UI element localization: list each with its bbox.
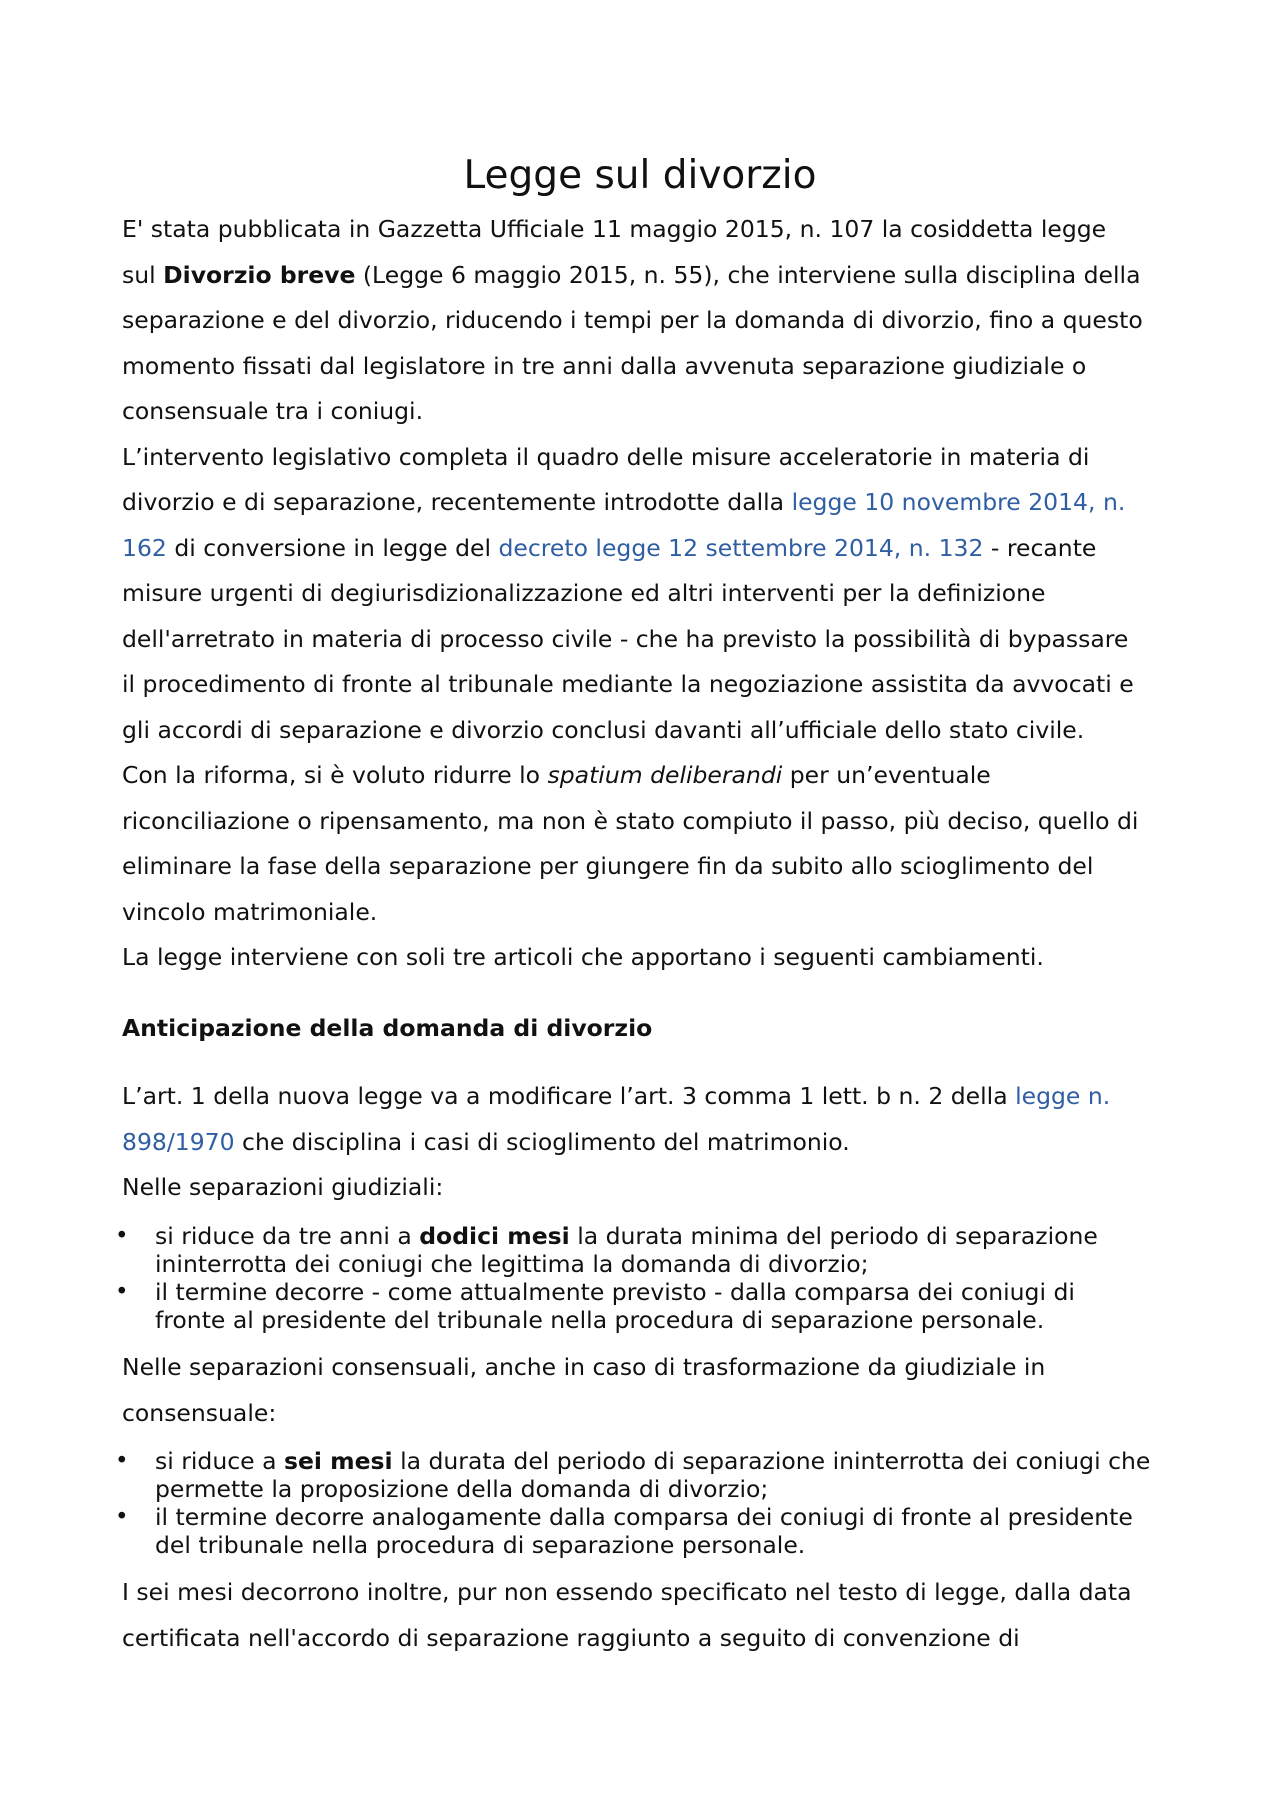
text-line bbox=[122, 480, 1182, 526]
text-span: (Legge 6 maggio 2015, n. 55), che interviene sulla disciplina della bbox=[355, 260, 1141, 289]
bullet-icon: • bbox=[115, 1504, 129, 1530]
text-line: dell'arretrato in materia di processo civile - che ha previsto la possibilità di bypassare bbox=[122, 624, 1129, 653]
text-span: la durata del periodo di separazione ininterrotta dei coniugi che bbox=[392, 1447, 1151, 1475]
text-line: riconciliazione o ripensamento, ma non è stato compiuto il passo, più deciso, quello di bbox=[122, 806, 1139, 835]
document-title: Legge sul divorzio bbox=[463, 153, 817, 198]
text-span: sul bbox=[122, 260, 164, 289]
list-item bbox=[115, 1222, 1185, 1278]
article-paragraph bbox=[122, 1074, 1182, 1211]
text-line: vincolo matrimoniale. bbox=[122, 897, 378, 926]
text-line: misure urgenti di degiurisdizionalizzazione ed altri interventi per la definizione bbox=[122, 579, 1046, 607]
bold-term: dodici mesi bbox=[419, 1222, 570, 1250]
text-span: il termine decorre - come attualmente previsto - dalla comparsa dei coniugi di bbox=[155, 1278, 1075, 1306]
closing-paragraph bbox=[122, 1570, 1182, 1661]
list-item bbox=[115, 1503, 1185, 1559]
text-span: che disciplina i casi di scioglimento del matrimonio. bbox=[234, 1127, 850, 1156]
text-line: gli accordi di separazione e divorzio conclusi davanti all’ufficiale dello stato civile. bbox=[122, 715, 1085, 744]
text-span: si riduce a bbox=[155, 1447, 284, 1475]
text-line bbox=[122, 1074, 1182, 1120]
text-span: - recante bbox=[983, 533, 1097, 562]
text-span: Con la riforma, si è voluto ridurre lo bbox=[122, 761, 548, 789]
text-span: divorzio e di separazione, recentemente introdotte dalla bbox=[122, 488, 792, 516]
judicial-separation-list bbox=[115, 1222, 1185, 1334]
bold-term: Divorzio breve bbox=[163, 260, 356, 289]
law-link-2014-number[interactable]: 162 bbox=[122, 533, 167, 562]
text-line: eliminare la fase della separazione per giungere fin da subito allo scioglimento del bbox=[122, 852, 1094, 880]
italic-term: spatium deliberandi bbox=[547, 761, 783, 789]
bullet-icon: • bbox=[115, 1448, 129, 1474]
list-item bbox=[115, 1278, 1185, 1334]
text-line: momento fissati dal legislatore in tre anni dalla avvenuta separazione giudiziale o bbox=[122, 351, 1087, 380]
text-span: del tribunale nella procedura di separazione personale. bbox=[155, 1531, 806, 1559]
law-898-link[interactable]: legge n. bbox=[1015, 1082, 1111, 1110]
text-span: di conversione in legge del bbox=[166, 533, 499, 562]
text-span: il termine decorre analogamente dalla comparsa dei coniugi di fronte al presidente bbox=[155, 1503, 1133, 1531]
text-line: E' stata pubblicata in Gazzetta Ufficiale 11 maggio 2015, n. 107 la cosiddetta legge bbox=[122, 215, 1107, 243]
text-line: La legge interviene con soli tre articoli che apportano i seguenti cambiamenti. bbox=[122, 943, 1044, 971]
law-link-2014[interactable]: legge 10 novembre 2014, n. bbox=[791, 488, 1126, 516]
text-line: Nelle separazioni consensuali, anche in caso di trasformazione da giudiziale in bbox=[122, 1353, 1046, 1381]
text-line bbox=[122, 253, 1182, 299]
bullet-icon: • bbox=[115, 1279, 129, 1305]
text-line: I sei mesi decorrono inoltre, pur non essendo specificato nel testo di legge, dalla data bbox=[122, 1578, 1132, 1606]
text-span: permette la proposizione della domanda di divorzio; bbox=[155, 1475, 769, 1503]
consensual-paragraph bbox=[122, 1345, 1182, 1436]
decree-link[interactable]: decreto legge 12 settembre 2014, n. 132 bbox=[498, 533, 984, 562]
text-span: ininterrotta dei coniugi che legittima la domanda di divorzio; bbox=[155, 1250, 869, 1278]
text-span: per un’eventuale bbox=[782, 761, 991, 789]
section-heading: Anticipazione della domanda di divorzio bbox=[122, 1014, 653, 1042]
law-898-link-number[interactable]: 898/1970 bbox=[122, 1127, 235, 1156]
text-line: L’intervento legislativo completa il quadro delle misure acceleratorie in materia di bbox=[122, 442, 1090, 471]
text-line: Nelle separazioni giudiziali: bbox=[122, 1173, 444, 1201]
text-span: L’art. 1 della nuova legge va a modificare l’art. 3 comma 1 lett. b n. 2 della bbox=[122, 1082, 1016, 1110]
text-line bbox=[122, 1120, 1182, 1166]
text-line: separazione e del divorzio, riducendo i tempi per la domanda di divorzio, fino a questo bbox=[122, 306, 1143, 334]
text-span: si riduce da tre anni a bbox=[155, 1222, 420, 1250]
consensual-separation-list bbox=[115, 1447, 1185, 1559]
bold-term: sei mesi bbox=[283, 1447, 393, 1475]
text-line: il procedimento di fronte al tribunale mediante la negoziazione assistita da avvocati e bbox=[122, 670, 1134, 698]
text-line bbox=[122, 753, 1182, 799]
bullet-icon: • bbox=[115, 1223, 129, 1249]
text-line: consensuale tra i coniugi. bbox=[122, 397, 424, 425]
list-item bbox=[115, 1447, 1185, 1503]
text-line: consensuale: bbox=[122, 1398, 277, 1427]
text-span: la durata minima del periodo di separazione bbox=[569, 1222, 1098, 1250]
intro-paragraph bbox=[122, 207, 1182, 981]
text-span: fronte al presidente del tribunale nella procedura di separazione personale. bbox=[155, 1306, 1045, 1334]
text-line bbox=[122, 526, 1182, 572]
text-line: certificata nell'accordo di separazione raggiunto a seguito di convenzione di bbox=[122, 1623, 1020, 1652]
